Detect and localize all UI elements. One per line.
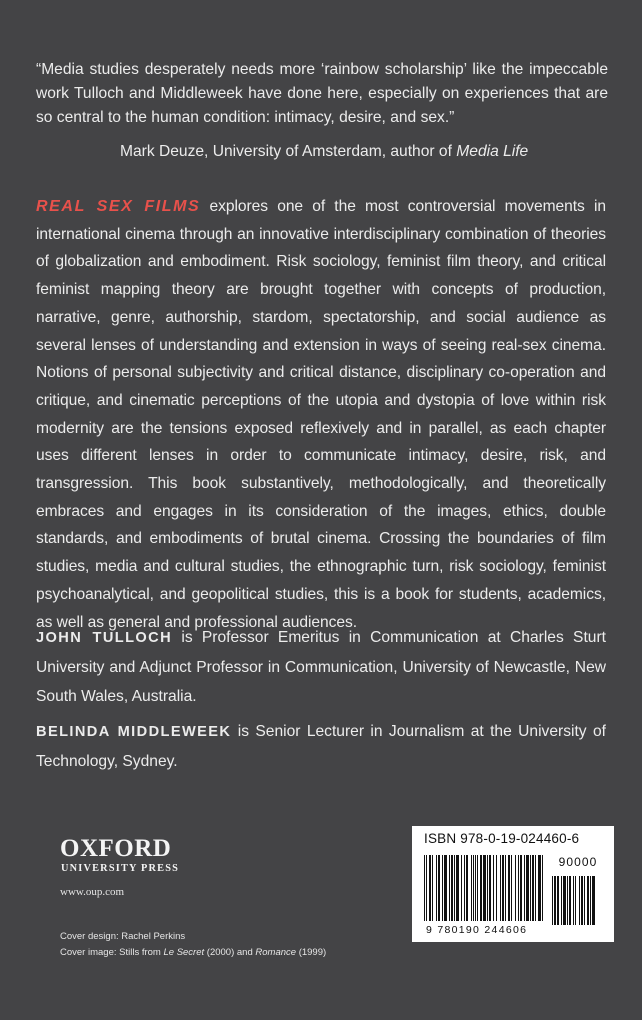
barcode-bar xyxy=(500,855,501,921)
attribution-book-title: Media Life xyxy=(456,143,529,160)
author-name: BELINDA MIDDLEWEEK xyxy=(36,724,232,740)
barcode-bar xyxy=(584,876,585,925)
barcode-bar xyxy=(575,876,576,925)
barcode-bar xyxy=(587,876,589,925)
isbn-label: ISBN 978-0-19-024460-6 xyxy=(424,831,580,846)
barcode-bar xyxy=(436,855,437,921)
endorsement-quote xyxy=(36,58,608,130)
barcode-bar xyxy=(511,855,512,921)
barcode-bar xyxy=(530,855,531,921)
barcode-bar xyxy=(438,855,440,921)
barcode-bar xyxy=(449,855,450,921)
addon-digits: 90000 xyxy=(558,855,598,869)
barcode-bar xyxy=(505,855,506,921)
barcode-bar xyxy=(592,876,595,925)
barcode-bar xyxy=(557,876,559,925)
addon-barcode-bars xyxy=(552,876,606,925)
barcode-bar xyxy=(590,876,591,925)
book-title: REAL SEX FILMS xyxy=(36,198,201,215)
author-bio-tulloch xyxy=(36,623,606,711)
barcode-bar xyxy=(532,855,534,921)
barcode-bar xyxy=(432,855,433,921)
barcode-bar xyxy=(461,855,462,921)
publisher-logo xyxy=(60,836,179,875)
barcode-bar xyxy=(429,855,431,921)
barcode-bar xyxy=(515,855,516,921)
author-bio-text: is Professor Emeritus in Communication at Charles Sturt University and Adjunct Professor in Communication, University of Newcastle, New South Wales, Australia. xyxy=(36,629,606,705)
barcode-bar xyxy=(477,855,478,921)
barcode-bar xyxy=(502,855,504,921)
barcode-bar xyxy=(483,855,486,921)
publisher-url: www.oup.com xyxy=(60,886,125,898)
publisher-name: OXFORD xyxy=(60,835,172,862)
author-bio-text: is Senior Lecturer in Journalism at the University of Technology, Sydney. xyxy=(36,723,606,770)
barcode-bar xyxy=(489,855,491,921)
quote-attribution xyxy=(120,140,600,164)
barcode-bar xyxy=(473,855,474,921)
film-year: (2000) and xyxy=(204,947,256,958)
barcode-bar xyxy=(579,876,580,925)
barcode-bar xyxy=(471,855,472,921)
barcode-bar xyxy=(561,876,562,925)
barcode-bar xyxy=(487,855,488,921)
barcode-bar xyxy=(454,855,455,921)
barcode-bar xyxy=(552,876,553,925)
film-title: Romance xyxy=(255,947,297,958)
barcode-bar xyxy=(451,855,453,921)
barcode-bar xyxy=(563,876,566,925)
barcode-bar xyxy=(493,855,494,921)
description-text: explores one of the most controversial movements in international cinema through an innovative interdisciplinary combination of theories of globalization and embodiment. Risk sociology, feminist film theory, and critical feminist mapping theory are brought together with concepts of production, narrative, genre, authorship, stardom, spectatorship, and social audience as several lenses of understanding and extension in ways of seeing real-sex cinema. Notions of personal subjectivity and critical distance, disciplinary co-operation and critique, and cinematic perceptions of the utopia and dystopia of love within risk modernity are the tensions exposed reflexively and in parallel, as each chapter uses different lenses in order to communicate intimacy, desire, risk, and transgression. This book substantively, methodologically, and theoretically embraces and engages in its consideration of the images, ethics, double standards, and embodiments of brutal cinema. Crossing the boundaries of film studies, media and cultural studies, the ethnographic turn, risk sociology, feminist psychoanalytical, and geopolitical studies, this is a book for students, academics, as well as general and professional audiences. xyxy=(36,198,606,631)
ean-barcode-bars xyxy=(424,855,548,925)
barcode-bar xyxy=(542,855,543,921)
barcode-bar xyxy=(426,855,427,921)
quote-text: “Media studies desperately needs more ‘rainbow scholarship’ like the impeccable work Tulloch and Middleweek have done here, especially on experiences that are so central to the human condition: intimacy, desire, and sex.” xyxy=(36,61,608,126)
barcode-bar xyxy=(456,855,459,921)
barcode-bar xyxy=(535,855,536,921)
barcode-bar xyxy=(442,855,443,921)
barcode-bar xyxy=(520,855,522,921)
barcode-bar xyxy=(554,876,556,925)
barcode-bar xyxy=(508,855,510,921)
film-year: (1999) xyxy=(296,947,327,958)
cover-design-credit: Cover design: Rachel Perkins xyxy=(60,931,186,942)
cover-credits xyxy=(60,929,326,961)
isbn-barcode xyxy=(412,826,614,942)
barcode-bar xyxy=(524,855,525,921)
barcode-bar xyxy=(480,855,482,921)
barcode-bar xyxy=(567,876,568,925)
barcode-bar xyxy=(526,855,529,921)
film-title: Le Secret xyxy=(163,947,205,958)
barcode-bar xyxy=(518,855,519,921)
barcode-bar xyxy=(464,855,465,921)
barcode-bar xyxy=(475,855,476,921)
attribution-text: Mark Deuze, University of Amsterdam, author of xyxy=(120,143,452,160)
credit-prefix: Cover image: Stills from xyxy=(60,947,164,958)
author-name: JOHN TULLOCH xyxy=(36,630,173,646)
barcode-bar xyxy=(569,876,571,925)
barcode-bar xyxy=(466,855,468,921)
barcode-bar xyxy=(424,855,425,921)
book-description xyxy=(36,193,606,636)
barcode-bar xyxy=(538,855,541,921)
barcode-digits: 9 780190 244606 xyxy=(426,924,528,936)
barcode-bar xyxy=(573,876,574,925)
barcode-bar xyxy=(496,855,497,921)
cover-image-credit xyxy=(60,945,326,961)
barcode-bar xyxy=(581,876,583,925)
author-bio-middleweek xyxy=(36,717,606,776)
publisher-subname: UNIVERSITY PRESS xyxy=(61,863,180,874)
barcode-bar xyxy=(444,855,447,921)
